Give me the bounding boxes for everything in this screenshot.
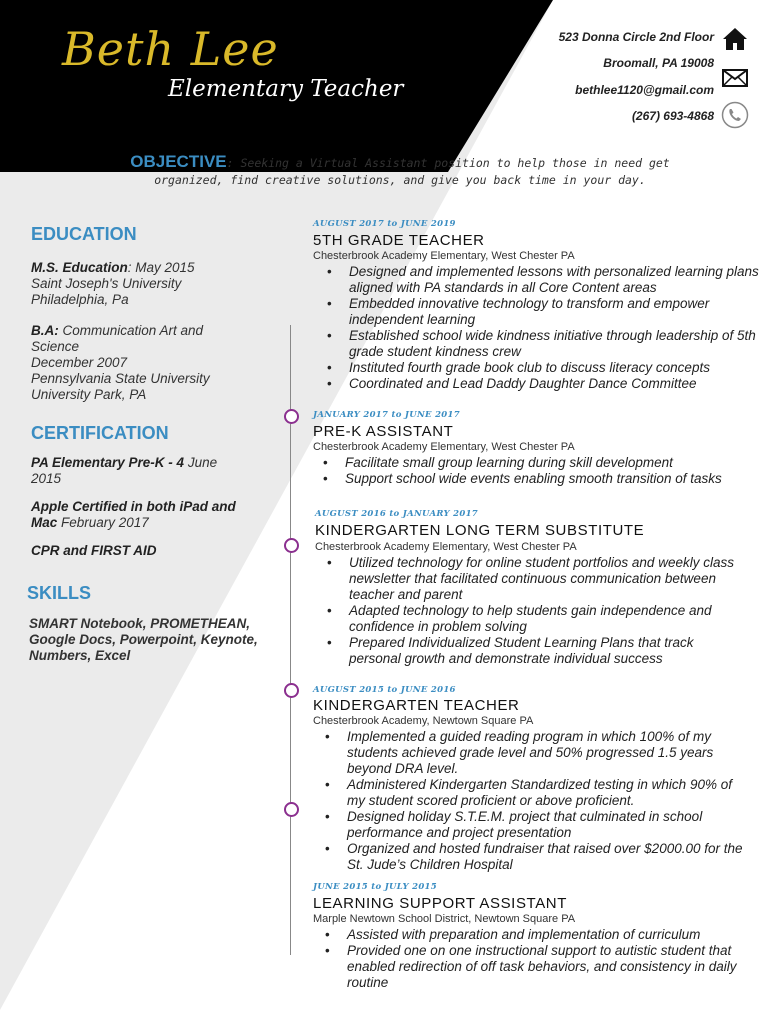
education-degree: M.S. Education xyxy=(31,260,128,275)
job-title: LEARNING SUPPORT ASSISTANT xyxy=(313,895,567,912)
address-line2: Broomall, PA 19008 xyxy=(603,56,714,70)
job-date: AUGUST 2016 to JANUARY 2017 xyxy=(315,509,478,519)
education-line: December 2007 xyxy=(31,355,128,370)
job-date: AUGUST 2015 to JUNE 2016 xyxy=(313,685,456,695)
education-line: Saint Joseph's University xyxy=(31,276,182,291)
objective xyxy=(120,153,680,189)
timeline-node xyxy=(284,683,299,698)
job-bullet: • Facilitate small group learning during skill development xyxy=(311,455,766,471)
job-bullet: • Designed holiday S.T.E.M. project that culminated in school performance and project presentation xyxy=(313,809,743,841)
job-bullet: • Prepared Individualized Student Learning Plans that track personal growth and demonstrate individual success xyxy=(315,635,735,667)
education-line: Philadelphia, Pa xyxy=(31,292,129,307)
timeline-node xyxy=(284,538,299,553)
job-title: 5TH GRADE TEACHER xyxy=(313,232,485,249)
job-bullet: • Organized and hosted fundraiser that raised over $2000.00 for the St. Jude’s Children Hospital xyxy=(313,841,743,873)
skills-title: SKILLS xyxy=(27,583,92,603)
job-bullet: • Embedded innovative technology to transform and empower independent learning xyxy=(315,296,760,328)
timeline-node xyxy=(284,802,299,817)
job-bullets xyxy=(315,264,760,392)
certification-item xyxy=(31,499,256,531)
email-text[interactable]: bethlee1120@gmail.com xyxy=(575,83,714,97)
address-line1: 523 Donna Circle 2nd Floor xyxy=(558,30,714,44)
job-bullets xyxy=(311,455,766,487)
job-bullets xyxy=(313,729,743,873)
certification-name: Apple Certified in both iPad and Mac xyxy=(31,499,236,530)
certification-date: February 2017 xyxy=(57,515,149,530)
job-bullet: • Coordinated and Lead Daddy Daughter Dance Committee xyxy=(315,376,760,392)
skills-text: SMART Notebook, PROMETHEAN, Google Docs, Powerpoint, Keynote, Numbers, Excel xyxy=(29,616,258,663)
education-degree: B.A: xyxy=(31,323,59,338)
phone-icon xyxy=(721,101,749,129)
job-date: AUGUST 2017 to JUNE 2019 xyxy=(313,219,456,229)
resume-role: Elementary Teacher xyxy=(168,76,404,102)
job-bullets xyxy=(313,927,753,991)
phone-text[interactable]: (267) 693-4868 xyxy=(631,109,714,123)
job-bullet: • Implemented a guided reading program in which 100% of my students achieved grade level and 50% progressed 1.5 years beyond DRA level. xyxy=(313,729,743,777)
certification-name: CPR and FIRST AID xyxy=(31,543,157,558)
job-bullet: • Adapted technology to help students gain independence and confidence in problem solving xyxy=(315,603,735,635)
job-bullet: • Utilized technology for online student portfolios and weekly class newsletter that facilitated continuous communication between teacher and parent xyxy=(315,555,735,603)
job-bullet: • Designed and implemented lessons with personalized learning plans aligned with PA standards in all Core Content areas xyxy=(315,264,760,296)
job-place: Chesterbrook Academy, Newtown Square PA xyxy=(313,715,534,727)
job-title: KINDERGARTEN TEACHER xyxy=(313,697,520,714)
objective-label: OBJECTIVE xyxy=(130,152,227,171)
education-line: University Park, PA xyxy=(31,387,147,402)
home-icon xyxy=(722,26,748,52)
job-place: Chesterbrook Academy Elementary, West Chester PA xyxy=(313,250,575,262)
job-title: KINDERGARTEN LONG TERM SUBSTITUTE xyxy=(315,522,645,539)
education-entry xyxy=(31,323,231,403)
job-bullet: • Support school wide events enabling smooth transition of tasks xyxy=(311,471,766,487)
certification-name: PA Elementary Pre-K - 4 xyxy=(31,455,185,470)
certification-item xyxy=(31,455,236,487)
education-entry xyxy=(31,260,231,308)
objective-text: : Seeking a Virtual Assistant position to help those in need get organized, find creative solutions, and give you back time in your day. xyxy=(154,156,670,187)
certification-item xyxy=(31,543,236,559)
job-bullet: • Provided one on one instructional support to autistic student that enabled redirection of off task behaviors, and consistency in daily routine xyxy=(313,943,753,991)
resume-name: Beth Lee xyxy=(62,22,279,76)
job-place: Marple Newtown School District, Newtown Square PA xyxy=(313,913,576,925)
job-date: JANUARY 2017 to JUNE 2017 xyxy=(313,410,460,420)
education-date: : May 2015 xyxy=(127,260,195,275)
job-place: Chesterbrook Academy Elementary, West Chester PA xyxy=(315,541,577,553)
job-bullet: • Established school wide kindness initiative through leadership of 5th grade student kindness crew xyxy=(315,328,760,360)
job-bullet: • Administered Kindergarten Standardized testing in which 90% of my student scored proficient or above proficient. xyxy=(313,777,743,809)
certification-title: CERTIFICATION xyxy=(31,423,169,443)
certification-date: June 2015 xyxy=(31,455,218,486)
envelope-icon xyxy=(722,68,748,88)
job-bullet: • Instituted fourth grade book club to discuss literacy concepts xyxy=(315,360,760,376)
education-line: Pennsylvania State University xyxy=(31,371,210,386)
education-title: EDUCATION xyxy=(31,224,137,244)
job-bullet: • Assisted with preparation and implementation of curriculum xyxy=(313,927,753,943)
job-place: Chesterbrook Academy Elementary, West Chester PA xyxy=(313,441,575,453)
job-title: PRE-K ASSISTANT xyxy=(313,423,454,440)
education-date: Communication Art and Science xyxy=(31,323,204,354)
job-date: JUNE 2015 to JULY 2015 xyxy=(313,882,437,892)
job-bullets xyxy=(315,555,735,667)
timeline-node xyxy=(284,409,299,424)
